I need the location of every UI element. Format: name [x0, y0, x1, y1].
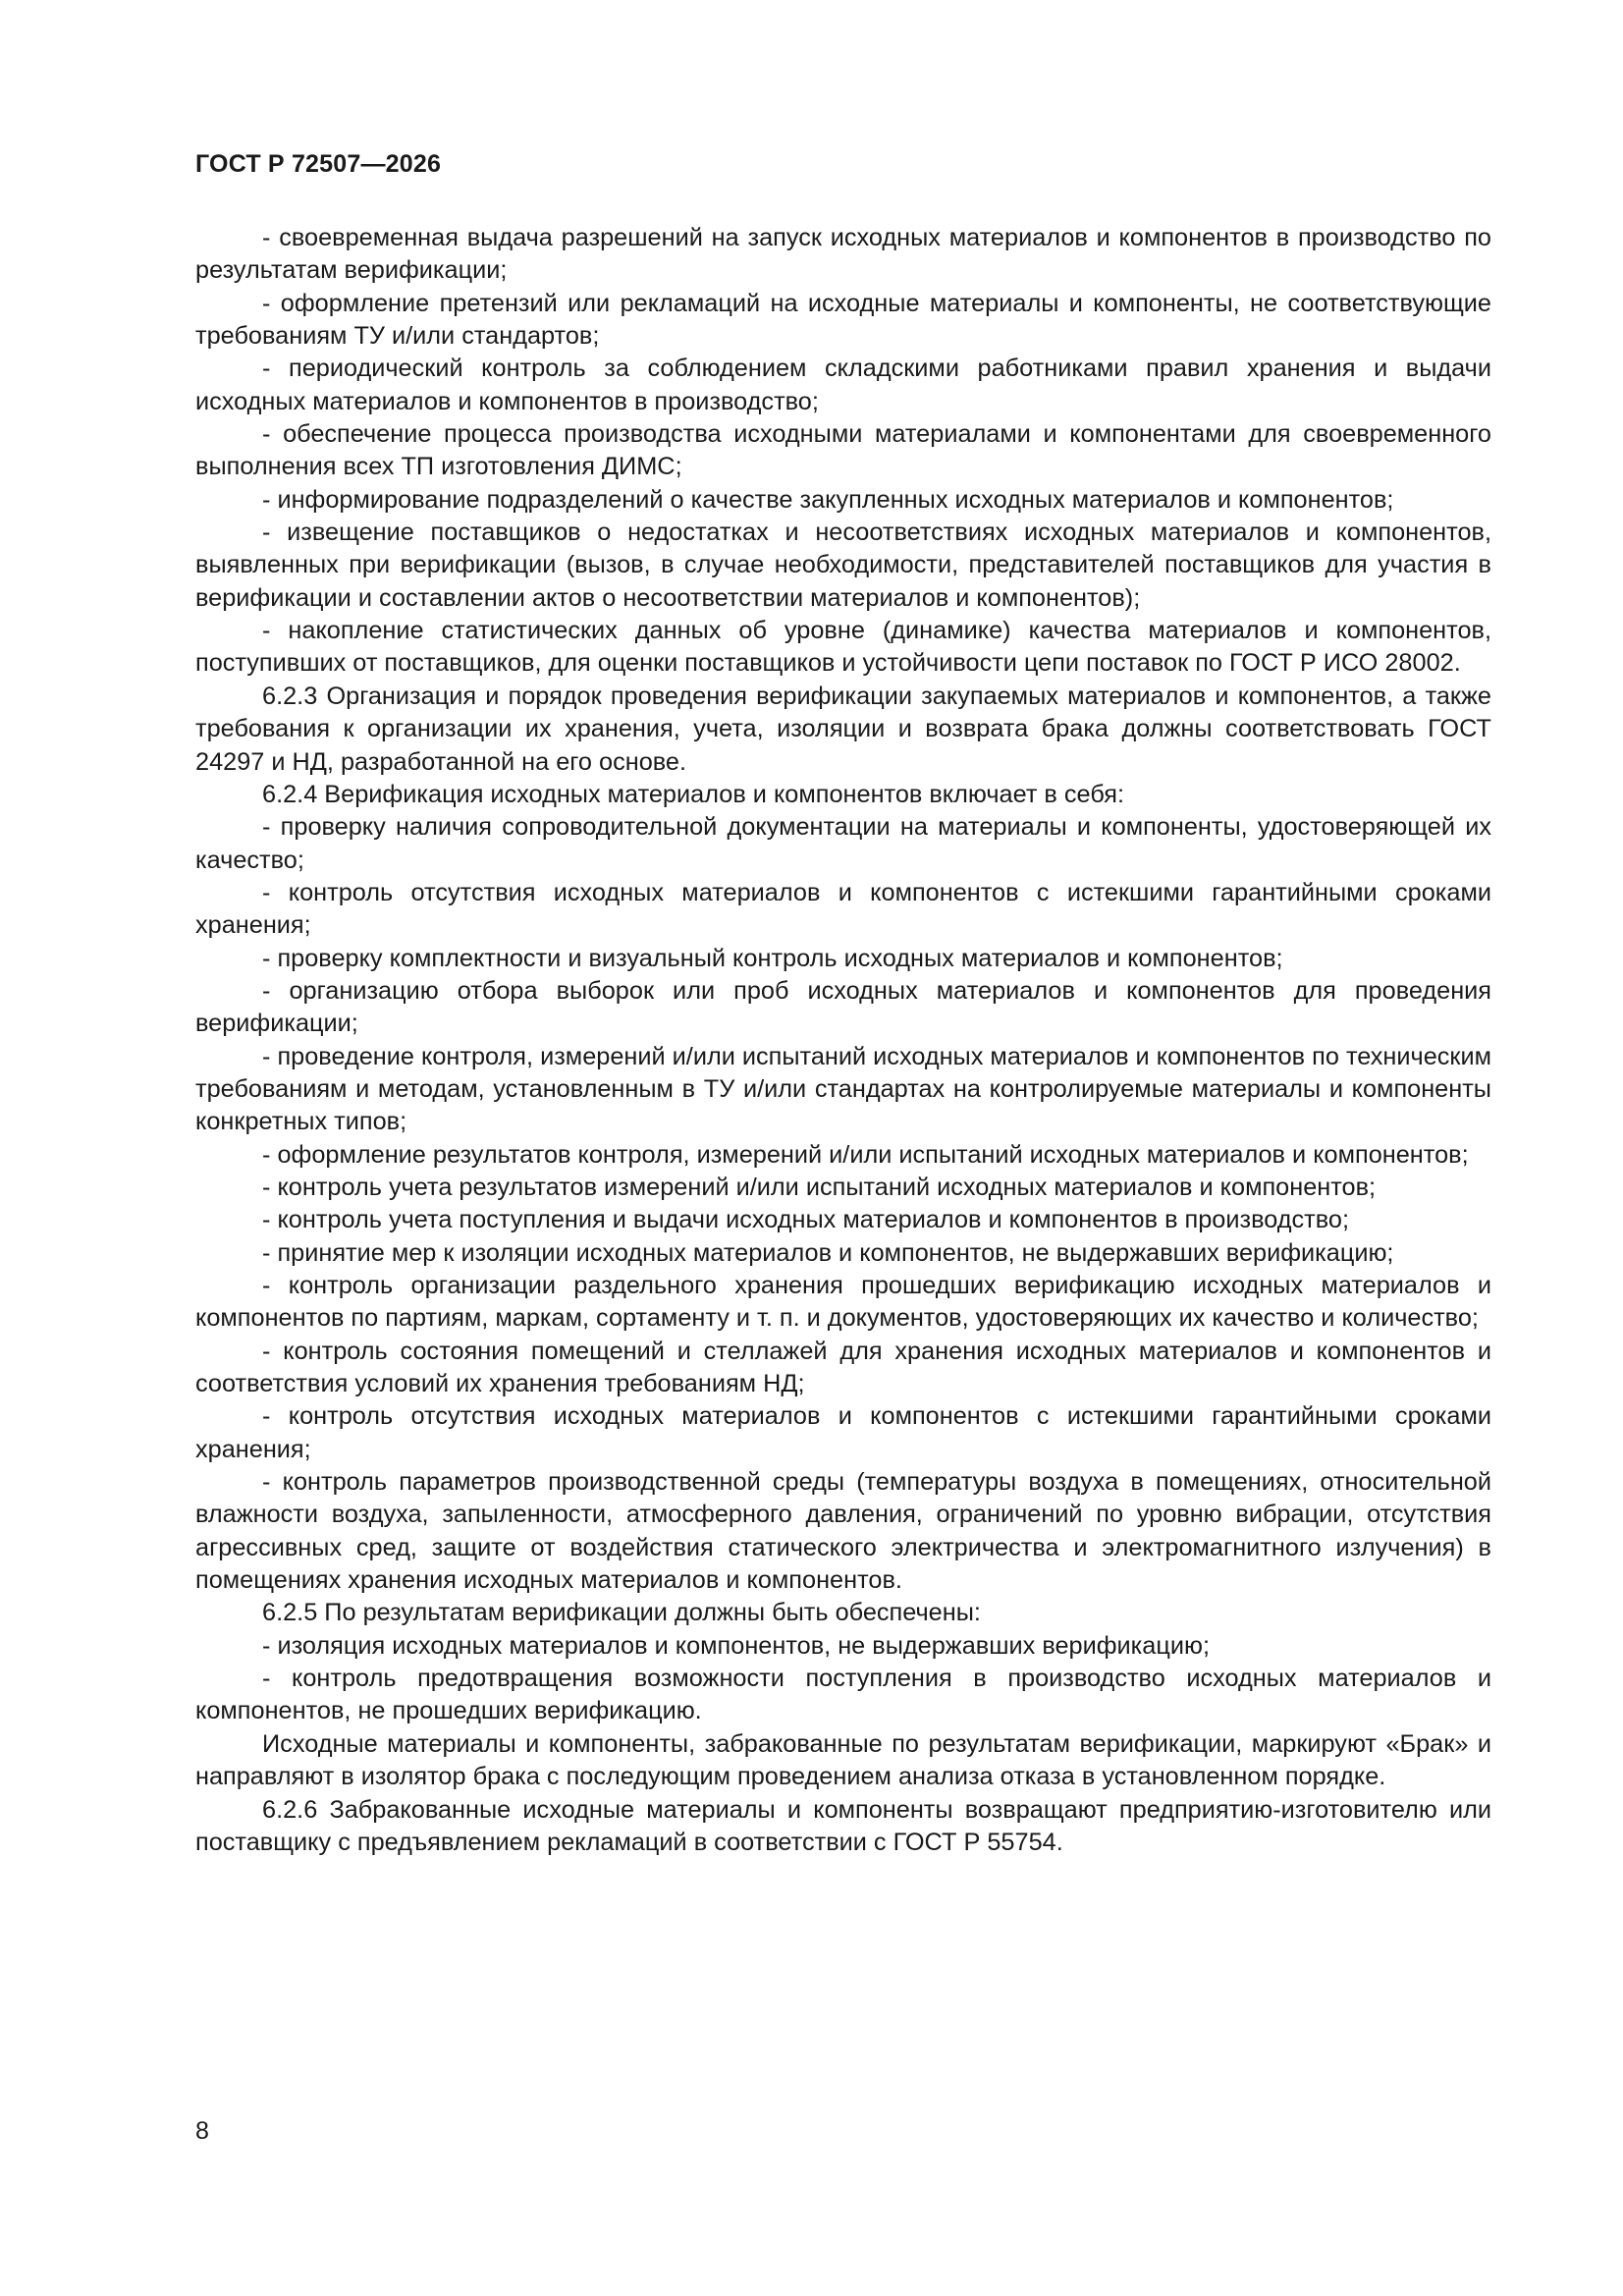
list-item: - обеспечение процесса производства исходными материалами и компонентами для своевременного выполнения всех ТП изготовления ДИМС;: [195, 420, 1491, 481]
list-item: - контроль параметров производственной среды (температуры воздуха в помещениях, относительной влажности воздуха, запыленности, атмосферного давления, ограничений по уровню вибрации, отсутствия агрессивных сред, защите от воздействия статического электричества и электромагнитного излучения) в помещениях хранения исходных материалов и компонентов.: [195, 1468, 1491, 1595]
body-paragraph: Исходные материалы и компоненты, забракованные по результатам верификации, маркируют «Брак» и направляют в изолятор брака с последующим проведением анализа отказа в установленном порядке.: [195, 1729, 1491, 1791]
clause-6-2-6: 6.2.6 Забракованные исходные материалы и компоненты возвращают предприятию-изготовителю или поставщику с предъявлением рекламаций в соответствии с ГОСТ Р 55754.: [195, 1795, 1491, 1856]
list-item: - своевременная выдача разрешений на запуск исходных материалов и компонентов в производство по результатам верификации;: [195, 224, 1491, 285]
list-item: - проведение контроля, измерений и/или испытаний исходных материалов и компонентов по техническим требованиям и методам, установленным в ТУ и/или стандартах на контролируемые материалы и компоненты конкретных типов;: [195, 1042, 1491, 1136]
list-item: - контроль отсутствия исходных материалов и компонентов с истекшими гарантийными сроками хранения;: [195, 878, 1491, 940]
document-header: ГОСТ Р 72507—2026: [195, 150, 442, 178]
list-item: - контроль организации раздельного хранения прошедших верификацию исходных материалов и компонентов по партиям, маркам, сортаменту и т. п. и документов, удостоверяющих их качество и количество;: [195, 1272, 1491, 1333]
document-body: [195, 222, 1491, 1859]
page-number: 8: [195, 2117, 209, 2145]
list-item: - принятие мер к изоляции исходных материалов и компонентов, не выдержавших верификацию;: [262, 1238, 1394, 1267]
list-item: - периодический контроль за соблюдением складскими работниками правил хранения и выдачи исходных материалов и компонентов в производство;: [195, 355, 1491, 415]
list-item: - оформление претензий или рекламаций на исходные материалы и компоненты, не соответствующие требованиям ТУ и/или стандартов;: [195, 289, 1491, 351]
list-item: - изоляция исходных материалов и компонентов, не выдержавших верификацию;: [262, 1631, 1210, 1660]
list-item: - извещение поставщиков о недостатках и несоответствиях исходных материалов и компонентов, выявленных при верификации (вызов, в случае необходимости, представителей поставщиков для участия в верификации и составлении актов о несоответствии материалов и компонентов);: [195, 519, 1491, 612]
clause-6-2-3: 6.2.3 Организация и порядок проведения верификации закупаемых материалов и компонентов, а также требования к организации их хранения, учета, изоляции и возврата брака должны соответствовать ГОСТ 24297 и НД, разработанной на его основе.: [195, 682, 1491, 776]
list-item: - контроль отсутствия исходных материалов и компонентов с истекшими гарантийными сроками хранения;: [195, 1402, 1491, 1463]
list-item: - оформление результатов контроля, измерений и/или испытаний исходных материалов и компонентов;: [262, 1140, 1469, 1169]
list-item: - организацию отбора выборок или проб исходных материалов и компонентов для проведения верификации;: [195, 976, 1491, 1038]
list-item: - контроль предотвращения возможности поступления в производство исходных материалов и компонентов, не прошедших верификацию.: [195, 1665, 1491, 1725]
clause-6-2-5: 6.2.5 По результатам верификации должны быть обеспечены:: [262, 1599, 981, 1627]
list-item: - проверку комплектности и визуальный контроль исходных материалов и компонентов;: [262, 944, 1283, 972]
list-item: - проверку наличия сопроводительной документации на материалы и компоненты, удостоверяющей их качество;: [195, 813, 1491, 874]
list-item: - информирование подразделений о качестве закупленных исходных материалов и компонентов;: [262, 485, 1394, 514]
list-item: - контроль состояния помещений и стеллажей для хранения исходных материалов и компонентов и соответствия условий их хранения требованиям НД;: [195, 1337, 1491, 1398]
list-item: - накопление статистических данных об уровне (динамике) качества материалов и компонентов, поступивших от поставщиков, для оценки поставщиков и устойчивости цепи поставок по ГОСТ Р ИСО 28002.: [195, 617, 1491, 678]
list-item: - контроль учета поступления и выдачи исходных материалов и компонентов в производство;: [262, 1206, 1350, 1234]
clause-6-2-4: 6.2.4 Верификация исходных материалов и компонентов включает в себя:: [262, 780, 1124, 808]
list-item: - контроль учета результатов измерений и/или испытаний исходных материалов и компонентов;: [262, 1173, 1377, 1201]
